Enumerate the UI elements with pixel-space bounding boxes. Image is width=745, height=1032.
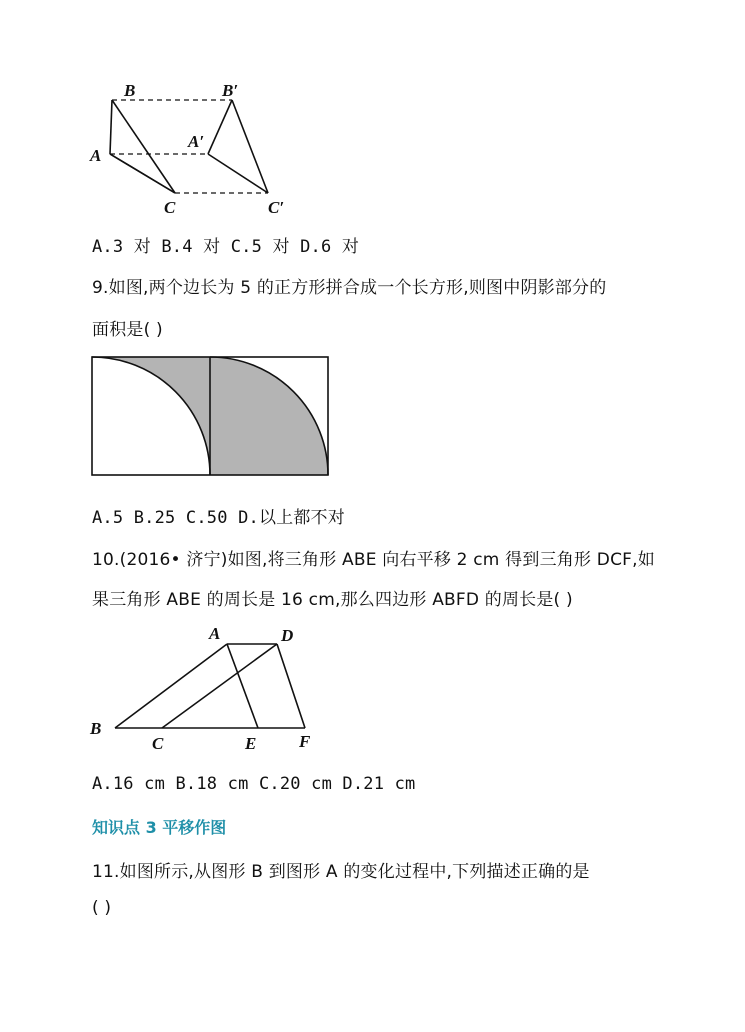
- q10-options: A.16 cm B.18 cm C.20 cm D.21 cm: [92, 774, 416, 794]
- q10-text-line1: 10.(2016• 济宁)如图,将三角形 ABE 向右平移 2 cm 得到三角形 DCF,如: [92, 550, 655, 570]
- label-B: B: [90, 719, 102, 738]
- shaded-region-left: [92, 357, 210, 475]
- label-F: F: [299, 732, 311, 751]
- q9-options: A.5 B.25 C.50 D.以上都不对: [92, 508, 345, 528]
- figure-translated-triangles: [80, 75, 310, 220]
- label-B: B: [124, 81, 136, 100]
- label-C-prime: C′: [268, 198, 285, 217]
- figure-two-squares-shaded: [90, 355, 332, 479]
- q10-text-line2: 果三角形 ABE 的周长是 16 cm,那么四边形 ABFD 的周长是( ): [92, 590, 573, 610]
- q11-text-line1: 11.如图所示,从图形 B 到图形 A 的变化过程中,下列描述正确的是: [92, 862, 590, 882]
- label-E: E: [245, 734, 257, 753]
- label-C: C: [152, 734, 164, 753]
- q9-text-line1: 9.如图,两个边长为 5 的正方形拼合成一个长方形,则图中阴影部分的: [92, 278, 607, 298]
- figure-translated-triangle-abfd: [85, 620, 335, 755]
- label-A-prime: A′: [188, 132, 205, 151]
- label-C: C: [164, 198, 176, 217]
- shaded-region-right: [210, 357, 328, 475]
- q8-options: A.3 对 B.4 对 C.5 对 D.6 对: [92, 237, 360, 257]
- q11-text-line2: ( ): [92, 898, 112, 918]
- label-A: A: [90, 146, 102, 165]
- label-B-prime: B′: [222, 81, 239, 100]
- section-heading: 知识点 3 平移作图: [92, 818, 227, 837]
- label-D: D: [281, 626, 294, 645]
- q9-text-line2: 面积是( ): [92, 320, 163, 340]
- label-A: A: [209, 624, 221, 643]
